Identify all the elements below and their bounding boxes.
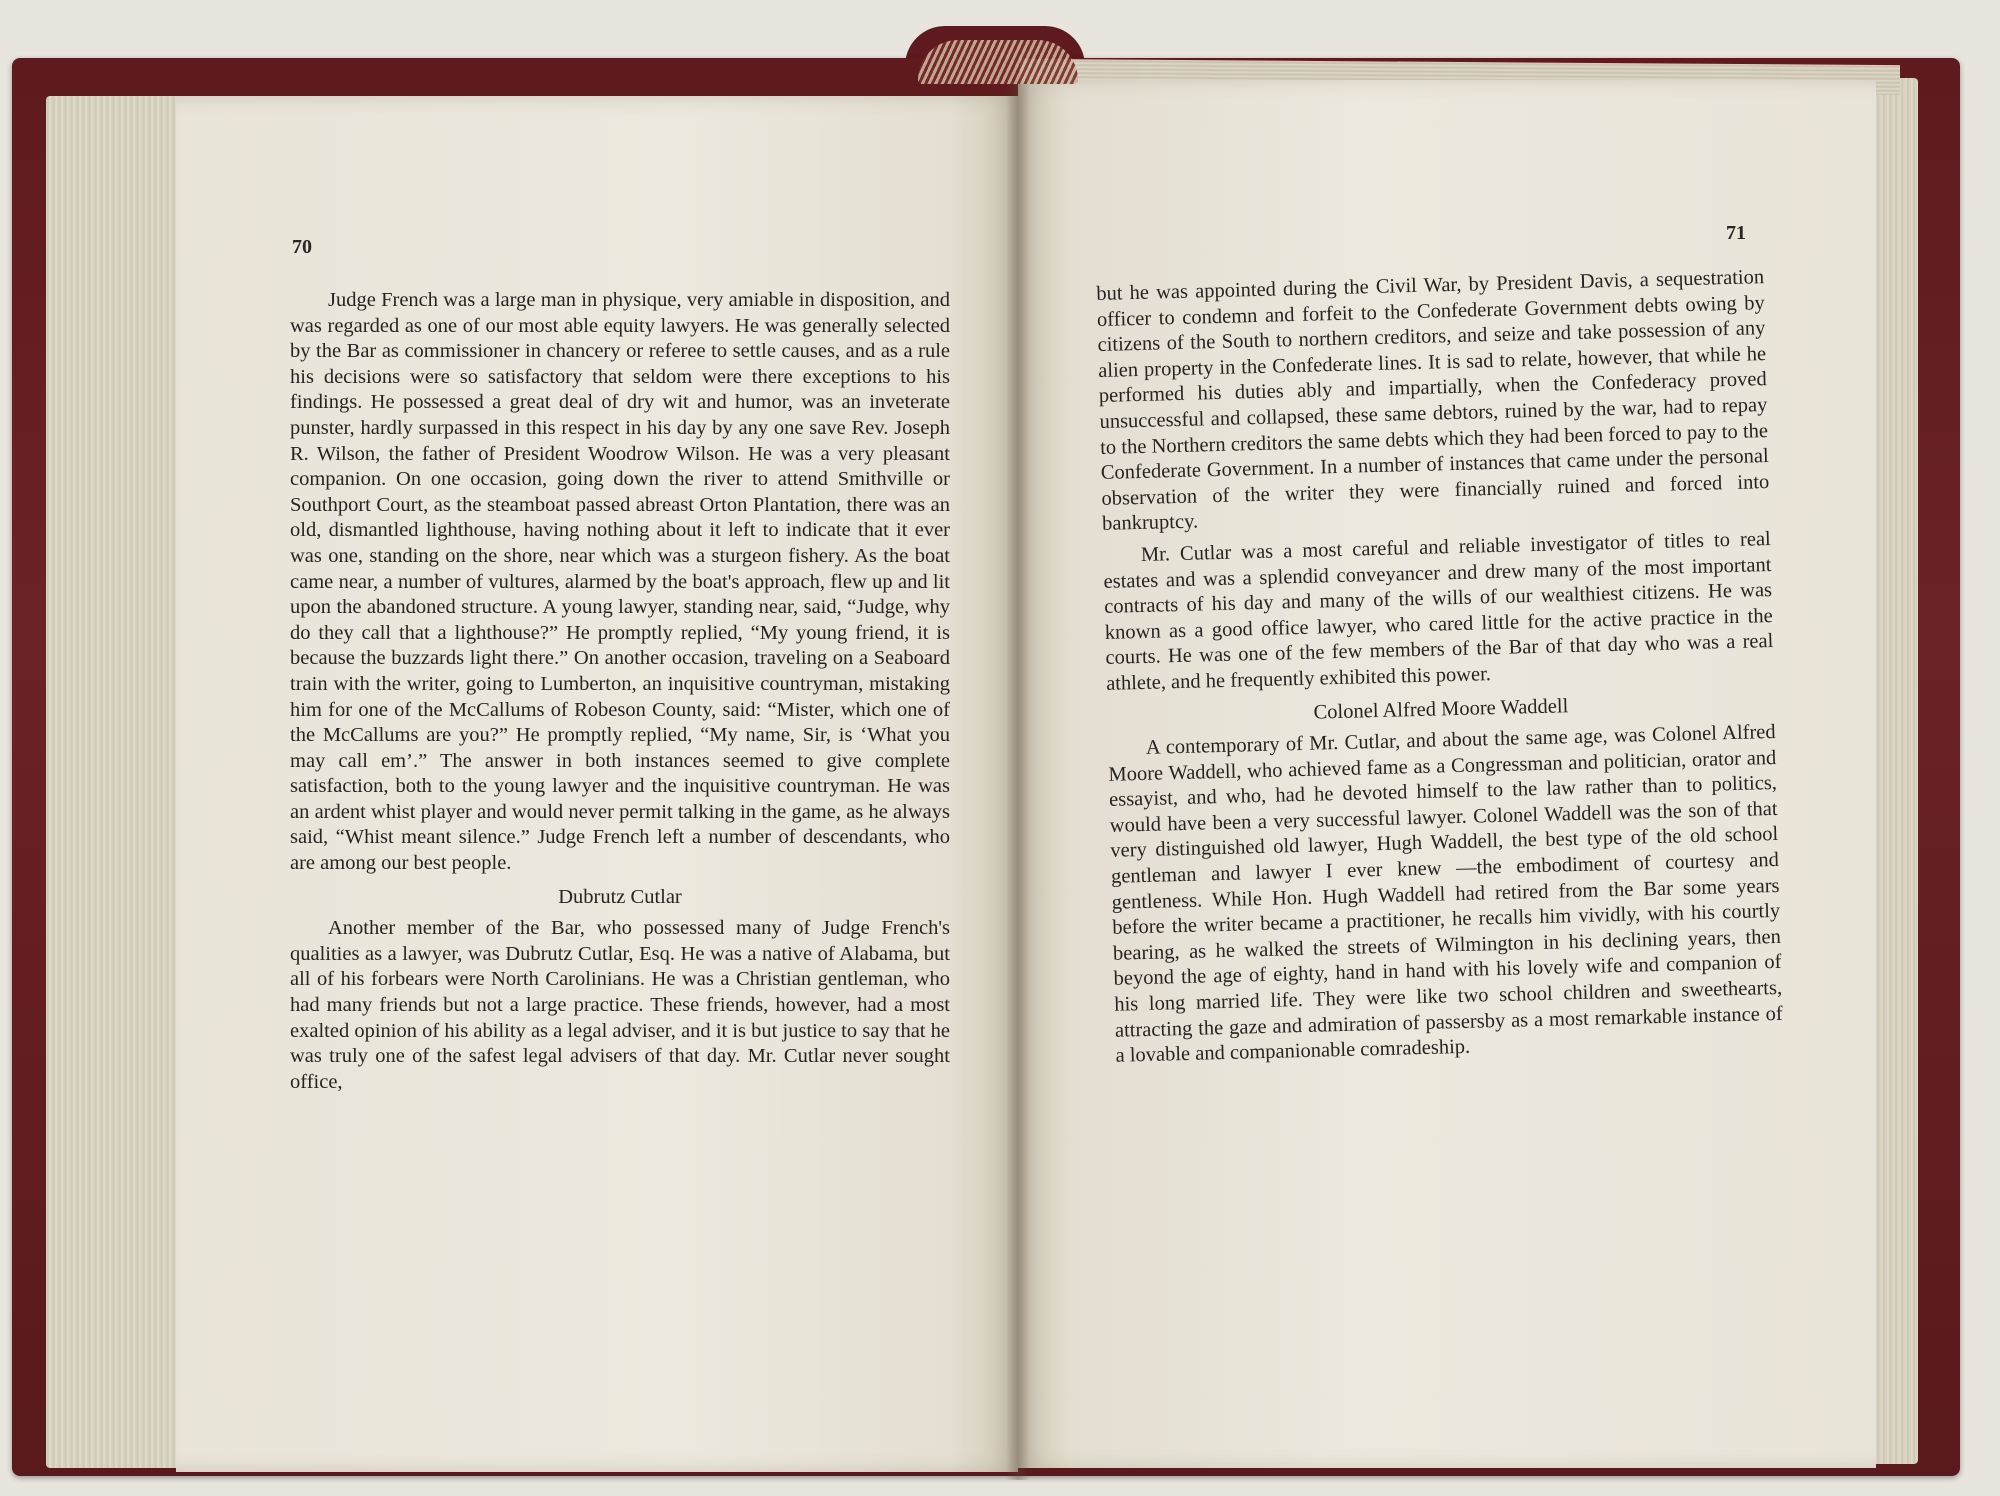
book-gutter [1006, 80, 1030, 1480]
right-page-text [1096, 265, 1784, 1069]
paragraph: but he was appointed during the Civil War, by President Davis, a sequestration officer to condemn and forfeit to the Confederate Government debts owing by citizens of the South to northern creditors, and seize and take possession of any alien property in the Confederate lines. It is sad to relate, however, that while he performed his duties ably and impartially, when the Confederacy proved unsuccessful and collapsed, these same debtors, ruined by the war, had to repay to the Northern creditors the same debts which they had been forced to pay to the Confederate Government. In a number of instances that came under the personal observation of the writer they were financially ruined and forced into bankruptcy. [1096, 266, 1770, 536]
paragraph: Judge French was a large man in physique, very amiable in disposition, and was regarded as one of our most able equity lawyers. He was generally selected by the Bar as commissioner in chancery or referee to settle causes, and as a rule his decisions were so satisfactory that seldom were there exceptions to his findings. He possessed a great deal of dry wit and humor, was an inveterate punster, hardly surpassed in this respect in his day by any one save Rev. Joseph R. Wilson, the father of President Woodrow Wilson. He was a very pleasant companion. On one occasion, going down the river to attend Smithville or Southport Court, as the steamboat passed abreast Orton Plantation, there was an old, dismantled lighthouse, having nothing about it left to indicate that it ever was one, standing on the shore, near which was a sturgeon fishery. As the boat came near, a number of vultures, alarmed by the boat's approach, flew up and lit upon the abandoned structure. A young lawyer, standing near, said, “Judge, why do they call that a lighthouse?” He promptly replied, “My young friend, it is because the buzzards light there.” On another occasion, traveling on a Seaboard train with the writer, going to Lumberton, an inquisitive countryman, mistaking him for one of the McCallums of Robeson County, said: “Mister, which one of the McCallums are you?” He promptly replied, “My name, Sir, is ‘What you may call em’.” The answer in both instances seemed to give complete satisfaction, both to the young lawyer and the inquisitive countryman. He was an ardent whist player and would never permit talking in the game, as he always said, “Whist meant silence.” Judge French left a number of descendants, who are among our best people. [290, 289, 950, 875]
section-heading: Dubrutz Cutlar [558, 885, 682, 908]
left-page-edges [46, 96, 186, 1468]
paragraph: A contemporary of Mr. Cutlar, and about the same age, was Colonel Alfred Moore Waddell, who achieved fame as a Congressman and politician, orator and essayist, and who, had he devoted himself to the law rather than to politics, would have been a very successful lawyer. Colonel Waddell was the son of that very distinguished old lawyer, Hugh Waddell, the best type of the old school gentleman and lawyer I ever knew —the embodiment of courtesy and gentleness. While Hon. Hugh Waddell had retired from the Bar some years before the writer became a practitioner, he recalls him vividly, with his courtly bearing, as he walked the streets of Wilmington in his declining years, then beyond the age of eighty, hand in hand with his lovely wife and companion of his long married life. They were like two school children and sweethearts, attracting the gaze and admiration of passersby as a most remarkable instance of a lovable and companionable comradeship. [1108, 721, 1784, 1067]
headband [918, 40, 1078, 84]
paragraph: Another member of the Bar, who possessed many of Judge French's qualities as a lawyer, was Dubrutz Cutlar, Esq. He was a native of Alabama, but all of his forbears were North Carolinians. He was a Christian gentleman, who had many friends but not a large practice. These friends, however, had a most exalted opinion of his ability as a legal adviser, and it is but justice to say that he was truly one of the safest legal advisers of that day. Mr. Cutlar never sought office, [290, 917, 950, 1093]
left-page-text [290, 288, 950, 1095]
section-heading: Colonel Alfred Moore Waddell [1313, 694, 1569, 724]
paragraph: Mr. Cutlar was a most careful and reliable investigator of titles to real estates and was a splendid conveyancer and drew many of the most important contracts of his day and many of the wills of our wealthiest citizens. He was known as a good office lawyer, who cared little for the active practice in the courts. He was one of the few members of the Bar of that day who was a real athlete, and he frequently exhibited this power. [1103, 527, 1774, 695]
left-page-number: 70 [292, 236, 312, 258]
right-page-number: 71 [1726, 222, 1746, 244]
